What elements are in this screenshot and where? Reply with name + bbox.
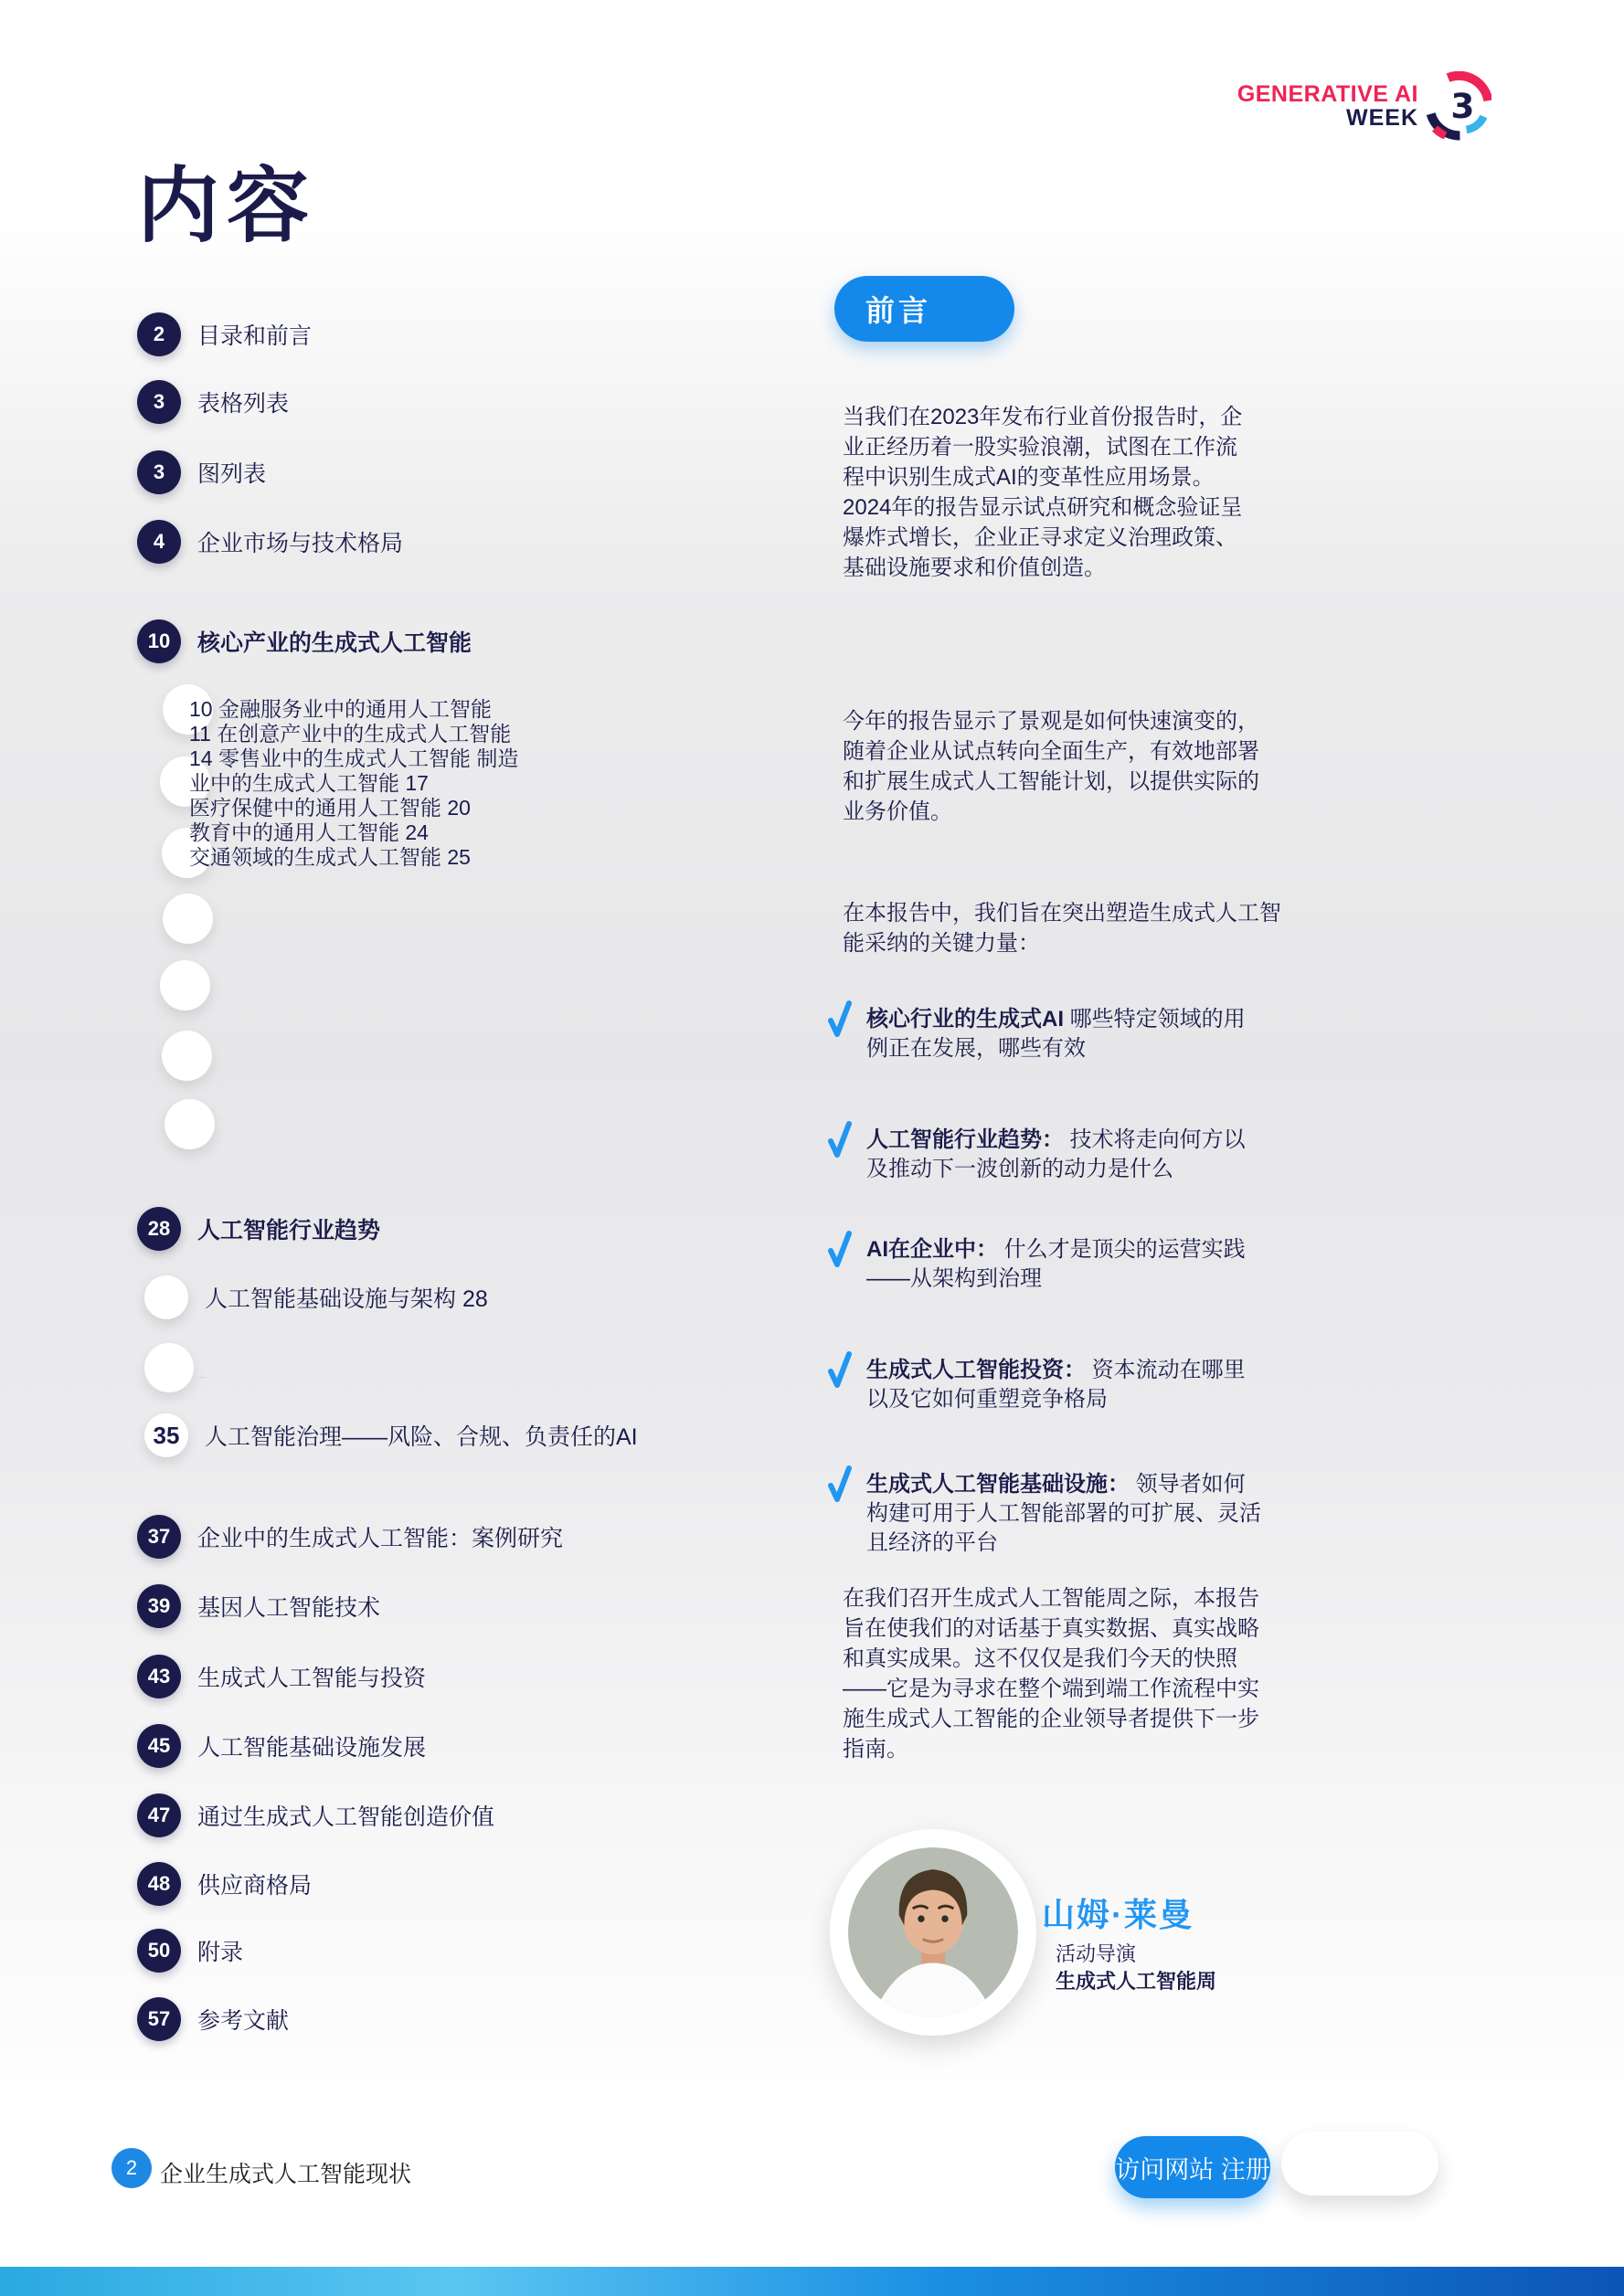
checkmark-icon <box>828 1465 852 1508</box>
toc-subitem[interactable]: 业中的生成式人工智能 17 <box>189 771 429 795</box>
check-item-investment <box>828 1356 1267 1414</box>
foreword-lead: 在本报告中，我们旨在突出塑造生成式人工智能采纳的关键力量： <box>843 901 1281 956</box>
page-number-badge: 2 <box>137 312 181 356</box>
page-title: 内容 <box>137 161 316 252</box>
check-item-ai-enterprise <box>828 1235 1267 1294</box>
logo-line2: WEEK <box>1346 105 1418 132</box>
toc-item-figures[interactable] <box>137 450 266 494</box>
toc-item-label: 生成式人工智能与投资 <box>197 1666 427 1691</box>
page-number-badge: 39 <box>137 1584 181 1628</box>
toc-item-label: 通过生成式人工智能创造价值 <box>197 1804 495 1830</box>
check-desc: 技术将走向何方以及推动下一波创新的动力是什么 <box>866 1127 1246 1181</box>
check-desc: 什么才是顶尖的运营实践——从架构到治理 <box>866 1237 1246 1291</box>
toc-item-label: 参考文献 <box>197 2008 290 2034</box>
check-desc: 资本流动在哪里以及它如何重塑竞争格局 <box>866 1358 1246 1412</box>
check-item-core-industries <box>828 1005 1267 1063</box>
toc-item-investment[interactable] <box>137 1655 426 1698</box>
empty-circle <box>165 1099 215 1149</box>
svg-text:3: 3 <box>1450 85 1475 126</box>
checkmark-icon <box>828 1000 852 1042</box>
toc-item-core-industries[interactable] <box>137 619 472 663</box>
toc-subitem[interactable]: 10 金融服务业中的通用人工智能 <box>189 697 492 721</box>
avatar <box>848 1847 1018 2017</box>
check-title: AI在企业中： <box>866 1237 998 1262</box>
page-number-badge: 47 <box>137 1793 181 1837</box>
brand-logo <box>1215 82 1418 131</box>
toc-item-label: 图列表 <box>197 461 267 487</box>
toc-item-label: 企业中的生成式人工智能：案例研究 <box>197 1526 564 1551</box>
footer-doc-title: 企业生成式人工智能现状 <box>160 2162 412 2187</box>
toc-item-tables[interactable] <box>137 380 289 424</box>
page-number-badge: 37 <box>137 1515 181 1559</box>
toc-item-appendix[interactable] <box>137 1929 243 1973</box>
toc-item-label: 核心产业的生成式人工智能 <box>197 630 472 656</box>
toc-item-references[interactable] <box>137 1997 289 2041</box>
toc-item-case-studies[interactable] <box>137 1515 563 1559</box>
toc-item-label: 附录 <box>197 1940 244 1965</box>
logo-swirl-icon <box>1426 71 1491 141</box>
footer-page-number: 2 <box>111 2148 152 2188</box>
toc-item-genai-tech[interactable] <box>137 1584 380 1628</box>
check-desc: 哪些特定领域的用例正在发展，哪些有效 <box>866 1007 1246 1061</box>
page-number-badge: 3 <box>137 380 181 424</box>
author-name: 山姆·莱曼 <box>1042 1896 1194 1933</box>
toc-industry-sublist <box>189 697 646 870</box>
toc-item-label: 基因人工智能技术 <box>197 1595 381 1621</box>
toc-subitem[interactable]: 11 在创意产业中的生成式人工智能 <box>189 722 512 746</box>
page-number-badge: 28 <box>137 1207 181 1251</box>
visit-website-register-label: 访问网站 注册 <box>1115 2155 1270 2184</box>
toc-item-label: 表格列表 <box>197 391 290 417</box>
page-number-badge: 43 <box>137 1655 181 1698</box>
toc-subitem-governance[interactable] <box>144 1413 638 1457</box>
toc-item-label: 人工智能治理——风险、合规、负责任的AI <box>205 1424 638 1450</box>
check-title: 生成式人工智能投资： <box>866 1358 1086 1382</box>
page-number-badge: 50 <box>137 1929 181 1973</box>
toc-item-value-creation[interactable] <box>137 1793 494 1837</box>
empty-circle <box>160 960 210 1010</box>
toc-subitem-infrastructure[interactable] <box>144 1275 488 1319</box>
empty-circle <box>144 1275 188 1319</box>
author-organization: 生成式人工智能周 <box>1056 1970 1217 1993</box>
page-number-badge: 10 <box>137 619 181 663</box>
author-photo-card <box>830 1829 1036 2036</box>
author-role: 活动导演 <box>1056 1942 1137 1965</box>
toc-item-label: 目录和前言 <box>197 323 313 349</box>
empty-circle <box>163 894 213 944</box>
empty-circle <box>144 1343 194 1392</box>
check-title: 生成式人工智能基础设施： <box>866 1472 1130 1497</box>
page-number-badge: 48 <box>137 1862 181 1906</box>
toc-item-label: 人工智能基础设施与架构 28 <box>205 1286 488 1312</box>
secondary-pill-button[interactable] <box>1281 2132 1438 2195</box>
checkmark-icon <box>828 1350 852 1393</box>
foreword-badge-label: 前言 <box>865 294 932 327</box>
toc-item-foreword[interactable] <box>137 312 312 356</box>
page-number-badge: 35 <box>144 1413 188 1457</box>
foreword-closing: 在我们召开生成式人工智能周之际，本报告旨在使我们的对话基于真实数据、真实战略和真实成果。这不仅仅是我们今天的快照——它是为寻求在整个端到端工作流程中实施生成式人工智能的企业领导者提供下一步指南。 <box>843 1586 1259 1762</box>
page-number-badge: 3 <box>137 450 181 494</box>
page-number-badge: 57 <box>137 1997 181 2041</box>
bottom-gradient-bar <box>0 2267 1624 2296</box>
check-title: 核心行业的生成式AI <box>866 1007 1064 1032</box>
checkmark-icon <box>828 1230 852 1273</box>
tiny-note: ... <box>199 1373 205 1380</box>
foreword-paragraph-1: 当我们在2023年发布行业首份报告时，企业正经历着一股实验浪潮，试图在工作流程中识别生成式AI的变革性应用场景。2024年的报告显示试点研究和概念验证呈爆炸式增长，企业正寻求定义治理政策、基础设施要求和价值创造。 <box>843 405 1243 580</box>
check-desc: 领导者如何构建可用于人工智能部署的可扩展、灵活且经济的平台 <box>866 1472 1261 1555</box>
toc-item-infra-dev[interactable] <box>137 1724 426 1768</box>
toc-item-label: 供应商格局 <box>197 1873 313 1899</box>
toc-subitem[interactable]: 交通领域的生成式人工智能 25 <box>189 845 471 869</box>
page-number-badge: 4 <box>137 520 181 564</box>
toc-subitem[interactable]: 教育中的通用人工智能 24 <box>189 820 429 844</box>
empty-circle <box>162 1031 212 1081</box>
foreword-badge <box>834 276 1014 342</box>
check-item-ai-trends <box>828 1126 1267 1184</box>
toc-item-ai-trends[interactable] <box>137 1207 380 1251</box>
toc-item-label: 企业市场与技术格局 <box>197 531 404 556</box>
toc-subitem[interactable]: 医疗保健中的通用人工智能 20 <box>189 796 471 820</box>
checkmark-icon <box>828 1120 852 1163</box>
page-number-badge: 45 <box>137 1724 181 1768</box>
toc-item-vendor-landscape[interactable] <box>137 1862 312 1906</box>
check-title: 人工智能行业趋势： <box>866 1127 1064 1152</box>
toc-item-label: 人工智能行业趋势 <box>197 1218 381 1243</box>
toc-subitem[interactable]: 14 零售业中的生成式人工智能 制造 <box>189 746 519 770</box>
check-item-infrastructure <box>828 1470 1267 1558</box>
toc-item-market-landscape[interactable] <box>137 520 403 564</box>
visit-website-register-button[interactable] <box>1115 2136 1270 2198</box>
logo-line1: GENERATIVE AI <box>1237 81 1418 107</box>
toc-item-label: 人工智能基础设施发展 <box>197 1735 427 1761</box>
foreword-paragraph-2: 今年的报告显示了景观是如何快速演变的，随着企业从试点转向全面生产，有效地部署和扩展生成式人工智能计划，以提供实际的业务价值。 <box>843 709 1259 824</box>
